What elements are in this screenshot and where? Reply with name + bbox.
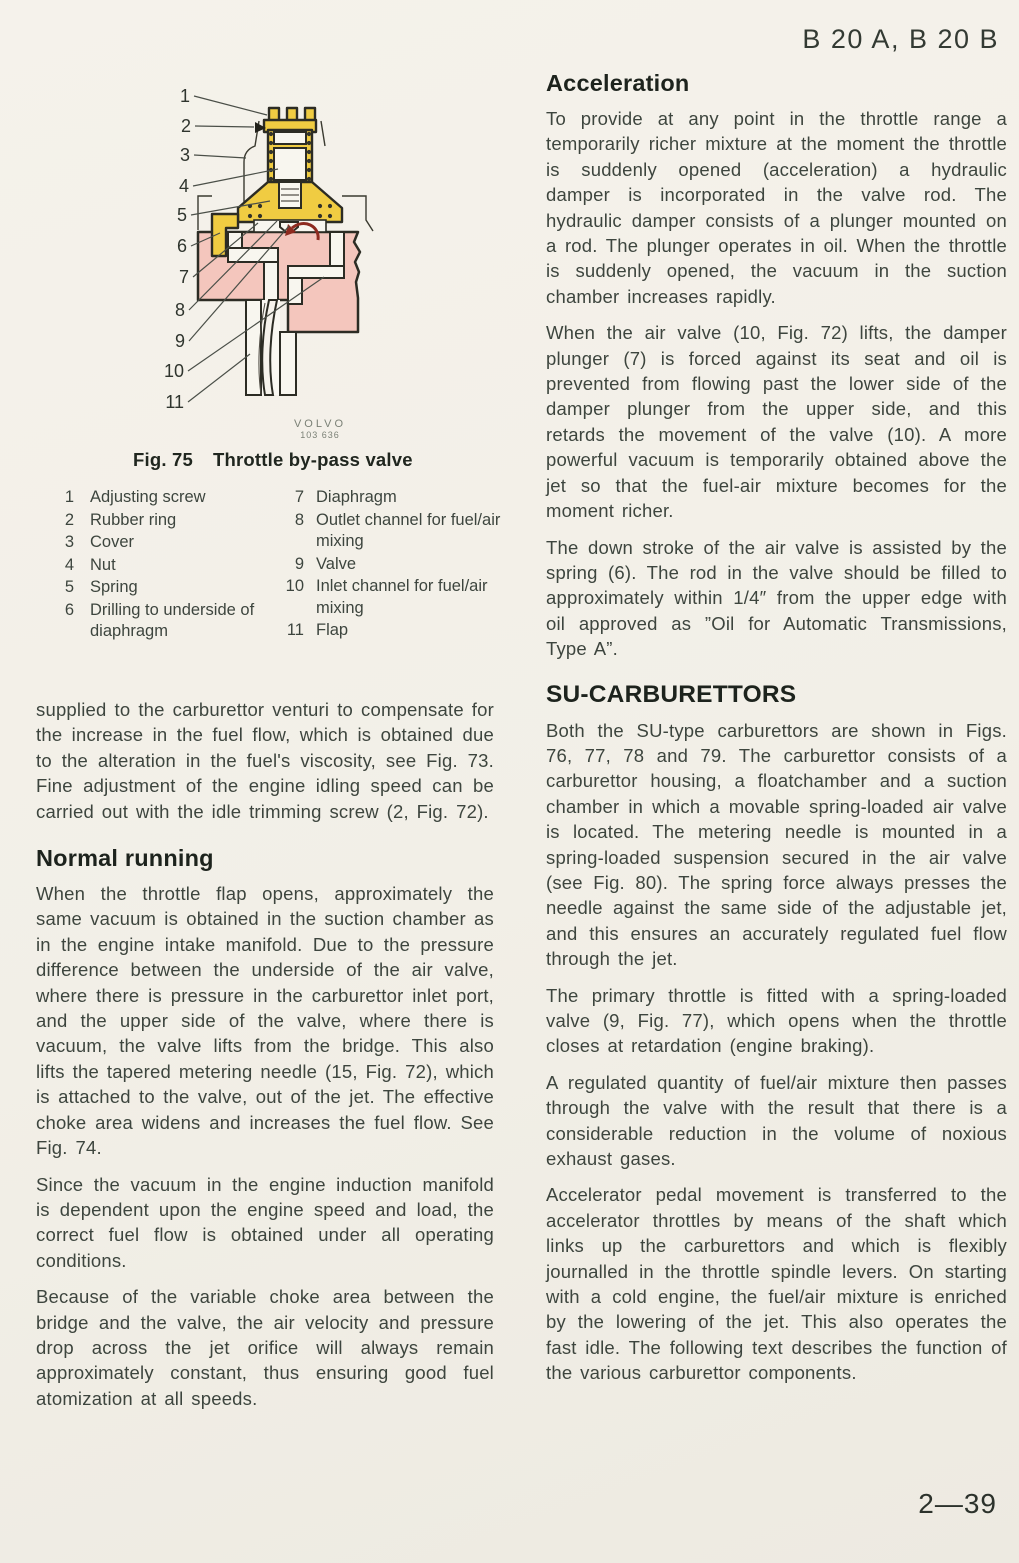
figure-callout: 11 — [165, 392, 184, 412]
legend-item — [58, 510, 278, 532]
paragraph-supplied: supplied to the carburettor venturi to compensate for the increase in the fuel flow, which is obtained due to the alteration in the fuel's viscosity, see Fig. 73. Fine adjustment of the engine idling speed can be carried out with the idle trimming screw (2, Fig. 72). — [36, 699, 494, 822]
legend-item — [278, 487, 504, 509]
legend-label: Outlet channel for fuel/air mixing — [316, 510, 501, 550]
paragraph-because-variable-choke: Because of the variable choke area between the bridge and the valve, the air velocity and pressure drop across the jet orifice will always remain approximately constant, thus ensuring good fuel atomization at all speeds. — [36, 1286, 494, 1409]
legend-label: Flap — [316, 621, 349, 639]
figure-credit-number: 103 636 — [300, 430, 340, 440]
legend-number: 1 — [64, 488, 74, 506]
legend-item — [278, 554, 504, 576]
paragraph-primary-throttle: The primary throttle is fitted with a spring-loaded valve (9, Fig. 77), which opens when the throttle closes at retardation (engine braking). — [546, 984, 1007, 1057]
legend-number: 2 — [64, 510, 74, 529]
legend-label: Nut — [90, 555, 116, 574]
figure-credit — [250, 419, 390, 441]
right-column — [546, 70, 1007, 1386]
legend-item — [58, 600, 278, 643]
heading-acceleration: Acceleration — [546, 70, 690, 96]
legend-number: 4 — [64, 555, 74, 574]
paragraph-regulated-quantity: A regulated quantity of fuel/air mixture then passes through the valve with the result that there is a considerable reduction in the volume of noxious exhaust gases. — [546, 1071, 1007, 1170]
legend-number: 11 — [286, 621, 304, 639]
legend-label: Spring — [90, 578, 138, 596]
legend-label: Drilling to underside of diaphragm — [90, 600, 255, 640]
legend-number: 5 — [64, 578, 74, 596]
paragraph-when-throttle: When the throttle flap opens, approximately the same vacuum is obtained in the suction chamber as in the engine intake manifold. Due to the pressure difference between the underside of the air valve, where there is pressure in the carburettor inlet port, and the upper side of the valve, where there is vacuum, the valve lifts from the bridge. This also lifts the tapered metering needle (15, Fig. 72), which is attached to the valve, out of the jet. The effective choke area widens and increases the fuel flow. See Fig. 74. — [36, 883, 494, 1159]
left-column — [36, 697, 494, 1411]
page-number: 2—39 — [918, 1488, 997, 1519]
legend-item — [278, 510, 504, 553]
figure-legend-column-2 — [278, 487, 504, 644]
figure-callout: 4 — [178, 176, 189, 196]
legend-number: 7 — [294, 488, 304, 506]
figure-callout: 10 — [163, 361, 184, 381]
figure-callout: 1 — [179, 86, 190, 106]
figure-legend — [58, 487, 510, 644]
legend-label: Diaphragm — [316, 488, 397, 506]
diagram-callout-numbers — [164, 86, 191, 412]
figure-callout: 3 — [179, 145, 190, 165]
legend-label: Rubber ring — [90, 510, 177, 529]
legend-item — [278, 620, 504, 642]
legend-item — [58, 577, 278, 599]
paragraph-to-provide: To provide at any point in the throttle range a temporarily richer mixture at the moment the throttle is suddenly opened (acceleration) a hydraulic damper is incorporated in the valve rod. The hydraulic damper consists of a plunger mounted on a rod. The plunger operates in oil. When the throttle is suddenly opened, the vacuum in the suction chamber increases rapidly. — [546, 108, 1007, 307]
legend-item — [58, 555, 278, 577]
legend-item — [278, 576, 504, 619]
legend-number: 8 — [294, 510, 304, 529]
figure-credit-brand: VOLVO — [293, 418, 347, 430]
paragraph-when-air-valve: When the air valve (10, Fig. 72) lifts, the damper plunger (7) is forced against its seat and oil is prevented from flowing past the lower side of the damper plunger from the upper side, and this retards the movement of the valve (10). A more powerful vacuum is temporarily obtained above the jet so that the fuel-air mixture becomes for the moment richer. — [546, 322, 1007, 522]
figure-caption-label: Fig. 75 — [133, 449, 193, 470]
figure-callout: 5 — [176, 205, 187, 225]
paragraph-down-stroke: The down stroke of the air valve is assisted by the spring (6). The rod in the valve should be filled to approximately within 1/4″ from the upper edge with oil approved as ”Oil for Automatic Transmissions, Type A”. — [546, 536, 1007, 660]
legend-label: Valve — [316, 554, 357, 573]
figure-caption — [133, 449, 473, 471]
legend-label: Adjusting screw — [90, 488, 206, 506]
heading-normal-running: Normal running — [36, 845, 214, 872]
heading-su-carburettors: SU-CARBURETTORS — [546, 680, 797, 708]
page-header-model: B 20 A, B 20 B — [802, 24, 999, 54]
figure-callout: 2 — [180, 116, 191, 136]
legend-item — [58, 532, 278, 554]
figure-callout: 9 — [174, 331, 185, 351]
figure-caption-title: Throttle by-pass valve — [213, 449, 413, 470]
legend-label: Cover — [90, 533, 135, 551]
figure-callout: 6 — [176, 236, 187, 256]
legend-number: 9 — [294, 554, 304, 573]
figure-callout: 8 — [174, 300, 185, 320]
paragraph-since-vacuum: Since the vacuum in the engine induction manifold is dependent upon the engine speed and load, the correct fuel flow is obtained under all operating conditions. — [36, 1173, 494, 1271]
figure-legend-column-1 — [58, 487, 278, 644]
legend-number: 3 — [64, 533, 74, 551]
throttle-bypass-valve-diagram — [128, 70, 463, 460]
figure-callout: 7 — [178, 267, 189, 287]
legend-item — [58, 487, 278, 509]
paragraph-both-su-type: Both the SU-type carburettors are shown in Figs. 76, 77, 78 and 79. The carburettor consists of a carburettor housing, a floatchamber and a suction chamber in which a movable spring-loaded air valve is located. The metering needle is mounted in a spring-loaded suspension secured in the air valve (see Fig. 80). The spring force always presses the needle against the same side of the adjustable jet, and this ensures an accurately regulated fuel flow through the jet. — [546, 719, 1007, 970]
paragraph-accelerator-pedal: Accelerator pedal movement is transferred to the accelerator throttles by means of the shaft which links up the carburettors and which is flexibly journalled in the throttle spindle levers. On starting with a cold engine, the fuel/air mixture is enriched by the lowering of the jet. This also operates the fast idle. The following text describes the function of the various carburettor components. — [546, 1184, 1007, 1384]
legend-label: Inlet channel for fuel/air mixing — [316, 577, 488, 617]
legend-number: 10 — [285, 577, 304, 595]
legend-number: 6 — [64, 600, 74, 619]
